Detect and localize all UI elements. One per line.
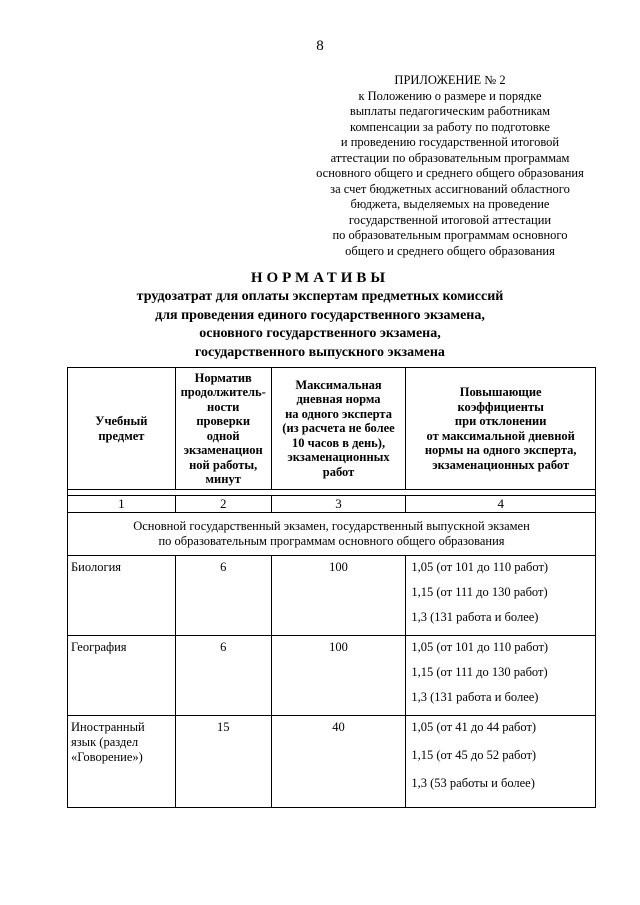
header-minutes: Норматив продолжитель- ности проверки одной экзаменацион ной работы, минут bbox=[175, 368, 271, 490]
table-row bbox=[68, 556, 596, 636]
appendix-line: компенсации за работу по подготовке bbox=[350, 119, 550, 134]
column-number: 4 bbox=[406, 496, 596, 513]
max-daily-cell: 40 bbox=[271, 716, 406, 808]
header-max-daily: Максимальная дневная норма на одного эксперта (из расчета не более 10 часов в день), экзаменационных работ bbox=[271, 368, 406, 490]
max-daily-cell: 100 bbox=[271, 636, 406, 716]
appendix-line: государственной итоговой аттестации bbox=[348, 212, 552, 227]
column-number: 1 bbox=[68, 496, 176, 513]
subject-cell: География bbox=[68, 636, 176, 716]
section-title: Основной государственный экзамен, государственный выпускной экзамен по образовательным программам основного общего образования bbox=[68, 513, 596, 556]
title-line: основного государственного экзамена, bbox=[199, 326, 441, 341]
table-header-row bbox=[68, 368, 596, 490]
appendix-line: бюджета, выделяемых на проведение bbox=[350, 197, 550, 211]
column-number-row bbox=[68, 496, 596, 513]
norms-table bbox=[67, 367, 596, 808]
appendix-line: выплаты педагогическим работникам bbox=[349, 104, 551, 118]
appendix-line: по образовательным программам основного bbox=[332, 228, 568, 242]
appendix-line: общего и среднего общего образования bbox=[345, 243, 555, 258]
coefficients-cell: 1,05 (от 41 до 44 работ) 1,15 (от 45 до 52 работ) 1,3 (53 работы и более) bbox=[406, 716, 596, 808]
appendix-line: к Положению о размере и порядке bbox=[358, 88, 542, 103]
document-title bbox=[0, 268, 640, 362]
minutes-cell: 15 bbox=[175, 716, 271, 808]
table-row bbox=[68, 636, 596, 716]
minutes-cell: 6 bbox=[175, 556, 271, 636]
title-line: государственного выпускного экзамена bbox=[195, 344, 445, 360]
title-line: для проведения единого государственного экзамена, bbox=[155, 307, 485, 323]
appendix-line: за счет бюджетных ассигнований областного bbox=[330, 181, 570, 196]
page-number: 8 bbox=[316, 38, 324, 54]
appendix-line: ПРИЛОЖЕНИЕ № 2 bbox=[394, 73, 506, 87]
title-line: трудозатрат для оплаты экспертам предметных комиссий bbox=[136, 289, 504, 304]
header-subject: Учебный предмет bbox=[68, 368, 176, 490]
appendix-line: и проведению государственной итоговой bbox=[340, 135, 560, 149]
appendix-line: основного общего и среднего общего образования bbox=[316, 166, 584, 180]
header-coefficients: Повышающие коэффициенты при отклонении от максимальной дневной нормы на одного эксперта, экзаменационных работ bbox=[406, 368, 596, 490]
subject-cell: Биология bbox=[68, 556, 176, 636]
coefficients-cell: 1,05 (от 101 до 110 работ) 1,15 (от 111 до 130 работ) 1,3 (131 работа и более) bbox=[406, 556, 596, 636]
column-number: 3 bbox=[271, 496, 406, 513]
title-main: НОРМАТИВЫ bbox=[250, 270, 390, 286]
max-daily-cell: 100 bbox=[271, 556, 406, 636]
section-row bbox=[68, 513, 596, 556]
column-number: 2 bbox=[175, 496, 271, 513]
minutes-cell: 6 bbox=[175, 636, 271, 716]
appendix-line: аттестации по образовательным программам bbox=[330, 150, 570, 165]
appendix-heading bbox=[300, 73, 600, 259]
table-row bbox=[68, 716, 596, 808]
subject-cell: Иностранный язык (раздел «Говорение») bbox=[68, 716, 176, 808]
coefficients-cell: 1,05 (от 101 до 110 работ) 1,15 (от 111 до 130 работ) 1,3 (131 работа и более) bbox=[406, 636, 596, 716]
